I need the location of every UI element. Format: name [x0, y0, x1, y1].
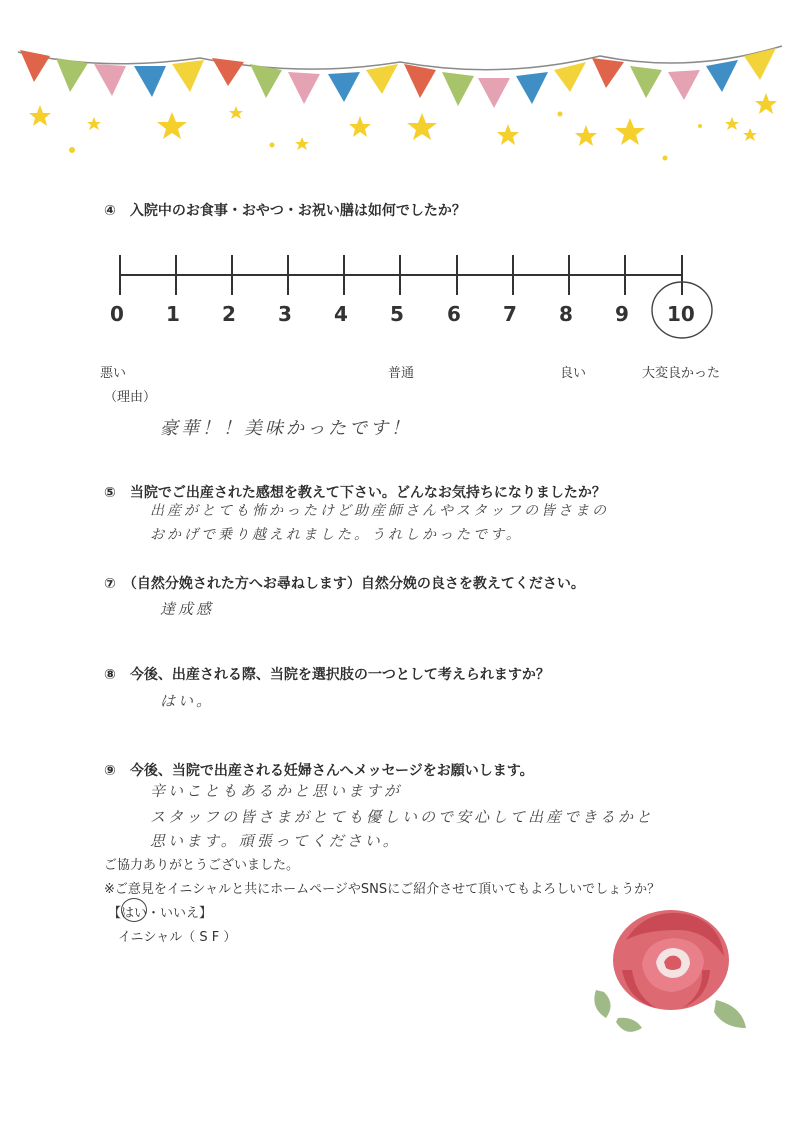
scale-label-10: 10: [667, 302, 695, 326]
selected-yes-circle: [121, 898, 147, 922]
q9-answer-line-1: 辛いこともあるかと思いますが: [150, 782, 403, 800]
initials: イニシャル（ S F ）: [118, 930, 237, 945]
q9-answer-line-3: 思います。頑張ってください。: [150, 832, 401, 850]
thanks-text: ご協力ありがとうございました。: [104, 858, 300, 873]
q5-answer-line-1: 出産がとても怖かったけど助産師さんやスタッフの皆さまの: [150, 503, 609, 519]
label-bad: 悪い: [100, 366, 127, 381]
label-good: 良い: [560, 366, 587, 381]
scale-label-8: 8: [559, 302, 573, 326]
q4-answer: 豪華！！美味かったです！: [160, 418, 412, 439]
question-5: ⑤ 当院でご出産された感想を教えて下さい。どんなお気持ちになりましたか？: [104, 485, 606, 501]
scale-label-0: 0: [110, 302, 124, 326]
question-7: ⑦ （自然分娩された方へお尋ねします）自然分娩の良さを教えてください。: [104, 576, 585, 592]
scale-label-1: 1: [166, 302, 180, 326]
scale-label-3: 3: [278, 302, 292, 326]
q8-answer: はい。: [160, 692, 215, 710]
reason-label: （理由）: [104, 390, 157, 405]
star-decorations: [29, 93, 777, 161]
scale-label-2: 2: [222, 302, 236, 326]
scale-label-6: 6: [447, 302, 461, 326]
q7-answer: 達成感: [160, 600, 215, 618]
label-very-good: 大変良かった: [642, 366, 721, 381]
q9-answer-line-2: スタッフの皆さまがとても優しいので安心して出産できるかと: [150, 808, 655, 826]
rating-scale: [100, 240, 740, 350]
scale-label-7: 7: [503, 302, 517, 326]
scale-label-4: 4: [334, 302, 348, 326]
q5-answer-line-2: おかげで乗り越えれました。うれしかったです。: [150, 527, 523, 543]
rose-illustration: [586, 900, 756, 1040]
consent-options: 【はい・いいえ】: [108, 906, 213, 921]
question-4: ④ 入院中のお食事・おやつ・お祝い膳は如何でしたか？: [104, 203, 466, 219]
consent-question: ※ご意見をイニシャルと共にホームページやSNSにご紹介させて頂いてもよろしいでしょうか？: [104, 882, 661, 897]
scale-label-9: 9: [615, 302, 629, 326]
question-9: ⑨ 今後、当院で出産される妊婦さんへメッセージをお願いします。: [104, 763, 534, 779]
scale-label-5: 5: [390, 302, 404, 326]
label-normal: 普通: [388, 366, 415, 381]
bunting-decoration: [0, 0, 800, 170]
bunting-flags: [20, 48, 776, 108]
question-8: ⑧ 今後、出産される際、当院を選択肢の一つとして考えられますか？: [104, 667, 550, 683]
